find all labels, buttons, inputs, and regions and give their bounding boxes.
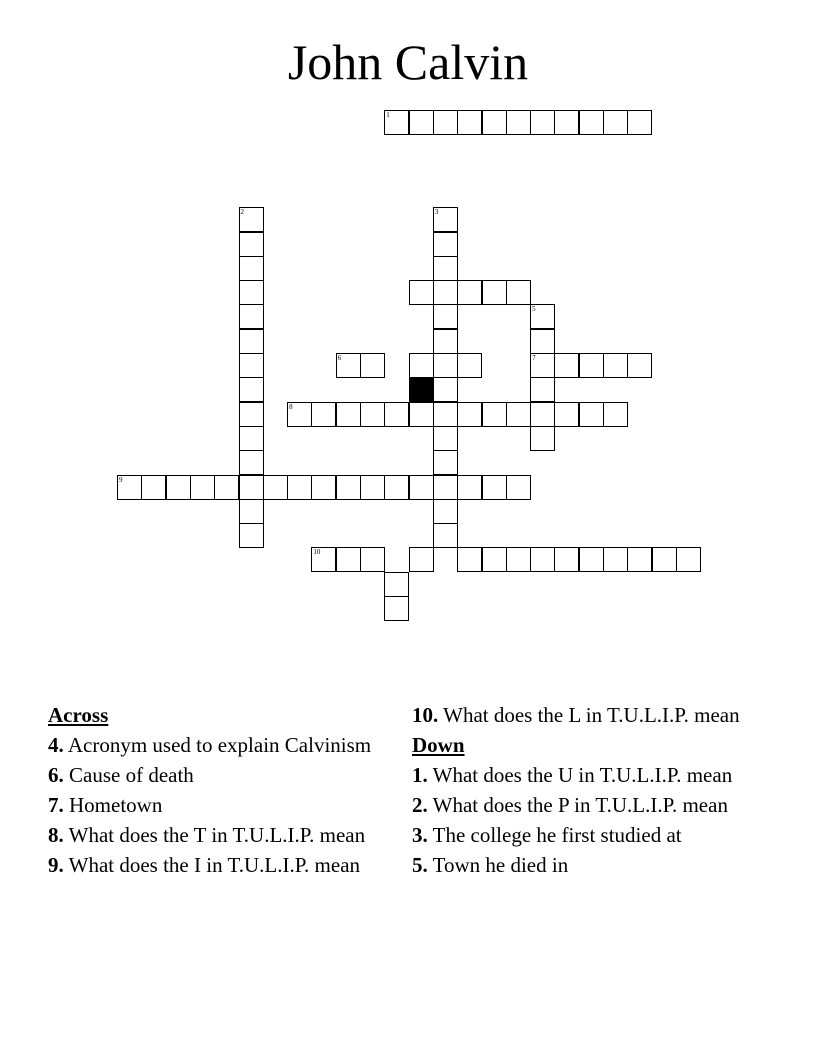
- grid-cell[interactable]: [530, 426, 555, 451]
- grid-cell[interactable]: [433, 329, 458, 354]
- grid-cell[interactable]: [336, 475, 361, 500]
- grid-cell[interactable]: [336, 402, 361, 427]
- black-cell: [409, 377, 434, 402]
- grid-cell[interactable]: [482, 475, 507, 500]
- grid-cell[interactable]: [530, 547, 555, 572]
- grid-cell[interactable]: [263, 475, 288, 500]
- grid-cell[interactable]: [627, 110, 652, 135]
- grid-cell[interactable]: [482, 402, 507, 427]
- grid-cell[interactable]: [603, 110, 628, 135]
- across-clue-9: [48, 853, 388, 877]
- clue-text: Acronym used to explain Calvinism: [67, 733, 372, 757]
- grid-cell[interactable]: [603, 547, 628, 572]
- grid-cell[interactable]: [627, 353, 652, 378]
- clue-number-label: 6: [337, 354, 342, 362]
- across-heading: Across: [48, 703, 109, 727]
- across-clue-4: [48, 733, 388, 757]
- grid-cell[interactable]: [603, 353, 628, 378]
- grid-cell[interactable]: [409, 402, 434, 427]
- grid-cell[interactable]: [433, 377, 458, 402]
- grid-cell[interactable]: [554, 353, 579, 378]
- clue-number: 7.: [48, 793, 64, 817]
- grid-cell[interactable]: [457, 353, 482, 378]
- grid-cell[interactable]: [239, 377, 264, 402]
- grid-cell[interactable]: [239, 450, 264, 475]
- grid-cell[interactable]: [603, 402, 628, 427]
- grid-cell[interactable]: [433, 353, 458, 378]
- grid-cell[interactable]: [384, 110, 409, 135]
- grid-cell[interactable]: [433, 499, 458, 524]
- grid-cell[interactable]: [433, 232, 458, 257]
- down-clue-1: [412, 763, 762, 787]
- grid-cell[interactable]: [409, 475, 434, 500]
- grid-cell[interactable]: [554, 402, 579, 427]
- grid-cell[interactable]: [652, 547, 677, 572]
- clue-number: 5.: [412, 853, 428, 877]
- grid-cell[interactable]: [311, 402, 336, 427]
- grid-cell[interactable]: [239, 402, 264, 427]
- grid-cell[interactable]: [239, 304, 264, 329]
- grid-cell[interactable]: [627, 547, 652, 572]
- grid-cell[interactable]: [530, 353, 555, 378]
- grid-cell[interactable]: [433, 110, 458, 135]
- grid-cell[interactable]: [457, 547, 482, 572]
- grid-cell[interactable]: [530, 304, 555, 329]
- grid-cell[interactable]: [239, 280, 264, 305]
- grid-cell[interactable]: [239, 426, 264, 451]
- down-heading: Down: [412, 733, 465, 757]
- clue-number-label: 7: [532, 354, 536, 362]
- grid-cell[interactable]: [579, 110, 604, 135]
- grid-cell[interactable]: [433, 475, 458, 500]
- grid-cell[interactable]: [579, 547, 604, 572]
- grid-cell[interactable]: [409, 547, 434, 572]
- clue-number-label: 10: [313, 548, 321, 557]
- grid-cell[interactable]: [457, 475, 482, 500]
- clue-number: 4.: [48, 733, 64, 757]
- grid-cell[interactable]: [433, 256, 458, 281]
- grid-cell[interactable]: [239, 256, 264, 281]
- clue-text: The college he first studied at: [432, 823, 682, 847]
- grid-cell[interactable]: [482, 110, 507, 135]
- clue-number-label: 3: [434, 208, 439, 217]
- clue-number: 10.: [412, 703, 439, 727]
- clue-text: What does the I in T.U.L.I.P. mean: [68, 853, 361, 877]
- clue-number: 2.: [412, 793, 428, 817]
- grid-cell[interactable]: [433, 280, 458, 305]
- grid-cell[interactable]: [384, 596, 409, 621]
- grid-cell[interactable]: [384, 572, 409, 597]
- grid-cell[interactable]: [433, 523, 458, 548]
- clue-number-label: 5: [532, 305, 536, 314]
- grid-cell[interactable]: [409, 110, 434, 135]
- grid-cell[interactable]: [360, 353, 385, 378]
- grid-cell[interactable]: [214, 475, 239, 500]
- grid-cell[interactable]: [336, 547, 361, 572]
- grid-cell[interactable]: [506, 280, 531, 305]
- down-clue-3: [412, 823, 762, 847]
- clue-number: 9.: [48, 853, 64, 877]
- grid-cell[interactable]: [360, 475, 385, 500]
- grid-cell[interactable]: [433, 402, 458, 427]
- grid-cell[interactable]: [530, 110, 555, 135]
- grid-cell[interactable]: [360, 402, 385, 427]
- grid-cell[interactable]: [530, 377, 555, 402]
- grid-cell[interactable]: [530, 329, 555, 354]
- grid-cell[interactable]: [384, 402, 409, 427]
- grid-cell[interactable]: [360, 547, 385, 572]
- grid-cell[interactable]: [141, 475, 166, 500]
- clues-column-left: [48, 703, 388, 883]
- grid-cell[interactable]: [239, 329, 264, 354]
- grid-cell[interactable]: [190, 475, 215, 500]
- grid-cell[interactable]: [676, 547, 701, 572]
- grid-cell[interactable]: [239, 475, 264, 500]
- grid-cell[interactable]: [579, 353, 604, 378]
- puzzle-title: John Calvin: [287, 34, 529, 90]
- across-clue-6: [48, 763, 388, 787]
- grid-cell[interactable]: [287, 475, 312, 500]
- grid-cell[interactable]: [239, 207, 264, 232]
- grid-cell[interactable]: [311, 547, 336, 572]
- grid-cell[interactable]: [554, 547, 579, 572]
- clue-text: Hometown: [69, 793, 163, 817]
- grid-cell[interactable]: [506, 547, 531, 572]
- clue-number: 8.: [48, 823, 64, 847]
- down-clue-5: [412, 853, 762, 877]
- clue-number: 3.: [412, 823, 428, 847]
- clue-number-label: 1: [386, 111, 390, 119]
- across-clue-7: [48, 793, 388, 817]
- grid-cell[interactable]: [506, 110, 531, 135]
- grid-cell[interactable]: [287, 402, 312, 427]
- grid-cell[interactable]: [482, 547, 507, 572]
- grid-cell[interactable]: [336, 353, 361, 378]
- clue-text: What does the P in T.U.L.I.P. mean: [432, 793, 728, 817]
- grid-cell[interactable]: [409, 353, 434, 378]
- clue-number-label: 2: [240, 208, 244, 217]
- across-clue-10: [412, 703, 762, 727]
- clues-column-right: [412, 703, 762, 883]
- grid-cell[interactable]: [457, 110, 482, 135]
- clue-text: What does the T in T.U.L.I.P. mean: [68, 823, 366, 847]
- grid-cell[interactable]: [530, 402, 555, 427]
- clue-text: Town he died in: [432, 853, 569, 877]
- grid-cell[interactable]: [554, 110, 579, 135]
- grid-cell[interactable]: [384, 475, 409, 500]
- clue-text: What does the U in T.U.L.I.P. mean: [432, 763, 733, 787]
- clue-number: 1.: [412, 763, 428, 787]
- clue-text: What does the L in T.U.L.I.P. mean: [443, 703, 740, 727]
- grid-cell[interactable]: [117, 475, 142, 500]
- across-clue-8: [48, 823, 388, 847]
- grid-cell[interactable]: [433, 304, 458, 329]
- grid-cell[interactable]: [433, 450, 458, 475]
- clue-number-label: 9: [119, 475, 123, 484]
- grid-cell[interactable]: [433, 207, 458, 232]
- clue-number: 6.: [48, 763, 64, 787]
- grid-cell[interactable]: [457, 402, 482, 427]
- grid-cell[interactable]: [506, 475, 531, 500]
- down-clue-2: [412, 793, 762, 817]
- grid-cell[interactable]: [239, 499, 264, 524]
- grid-cell[interactable]: [409, 280, 434, 305]
- clue-number-label: 8: [289, 402, 293, 411]
- grid-cell[interactable]: [239, 353, 264, 378]
- grid-cell[interactable]: [239, 232, 264, 257]
- grid-cell[interactable]: [482, 280, 507, 305]
- grid-cell[interactable]: [166, 475, 191, 500]
- grid-cell[interactable]: [506, 402, 531, 427]
- crossword-grid: [117, 110, 701, 622]
- grid-cell[interactable]: [433, 426, 458, 451]
- grid-cell[interactable]: [579, 402, 604, 427]
- grid-cell[interactable]: [311, 475, 336, 500]
- clue-text: Cause of death: [69, 763, 194, 787]
- grid-cell[interactable]: [239, 523, 264, 548]
- grid-cell[interactable]: [457, 280, 482, 305]
